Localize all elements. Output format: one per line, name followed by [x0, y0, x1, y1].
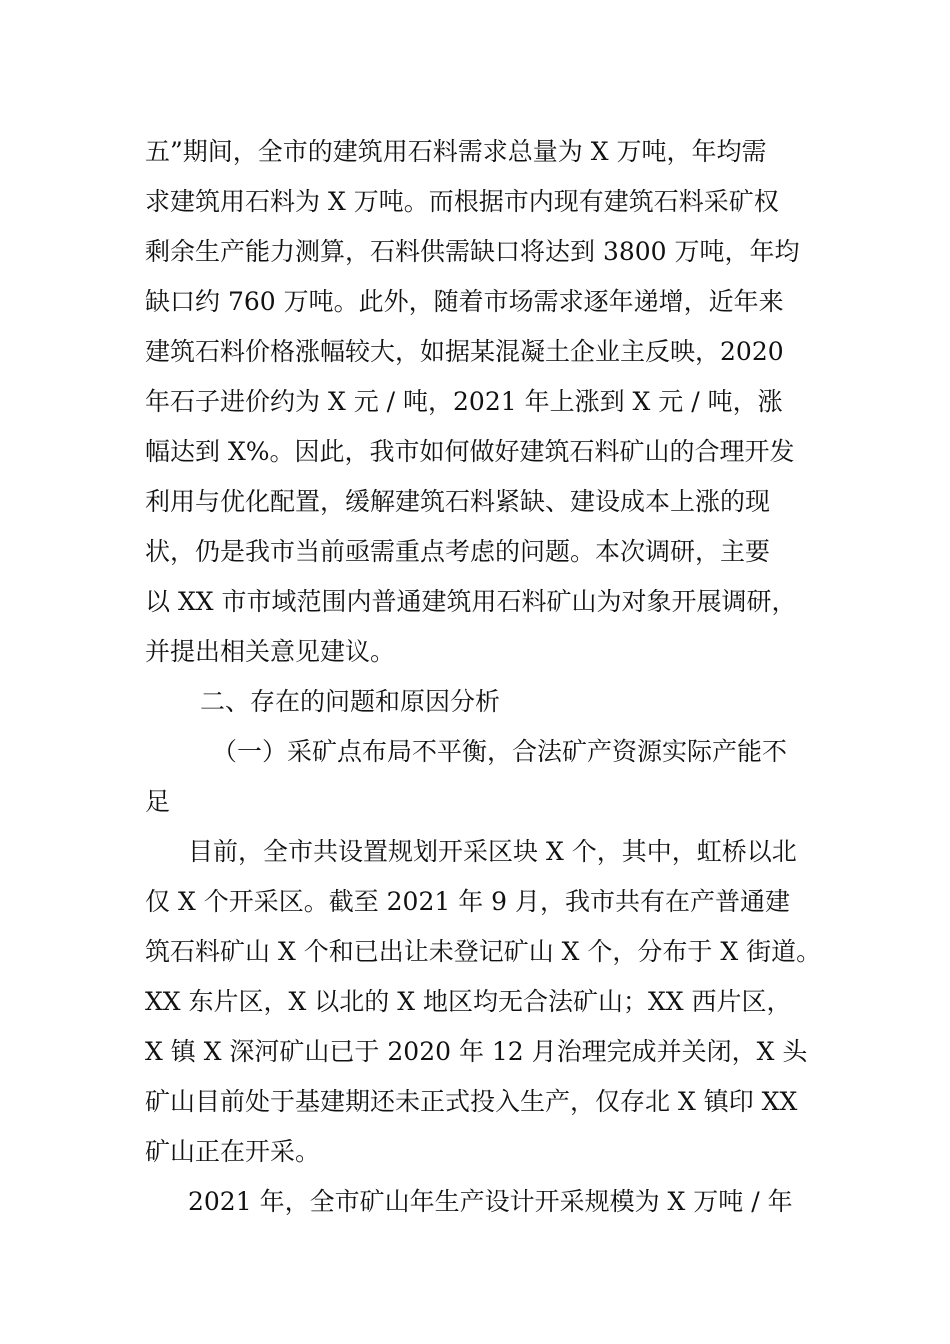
text-line-3: 剩余生产能力测算，石料供需缺口将达到 3800 万吨，年均	[145, 237, 800, 266]
text-line-21: 矿山正在开采。	[145, 1137, 321, 1166]
text-line-8: 利用与优化配置，缓解建筑石料紧缺、建设成本上涨的现	[145, 487, 771, 516]
text-line-5: 建筑石料价格涨幅较大，如据某混凝土企业主反映，2020	[145, 337, 784, 366]
text-line-7: 幅达到 X%。因此，我市如何做好建筑石料矿山的合理开发	[145, 437, 795, 466]
subsection-heading-line-2: 足	[145, 787, 171, 816]
text-line-2: 求建筑用石料为 X 万吨。而根据市内现有建筑石料采矿权	[145, 187, 779, 216]
text-line-22: 2021 年，全市矿山年生产设计开采规模为 X 万吨 / 年	[188, 1187, 793, 1216]
text-line-19: X 镇 X 深河矿山已于 2020 年 12 月治理完成并关闭，X 头	[145, 1037, 808, 1066]
text-line-11: 并提出相关意见建议。	[145, 637, 396, 666]
text-line-9: 状，仍是我市当前亟需重点考虑的问题。本次调研，主要	[145, 537, 771, 566]
subsection-heading-line-1: （一）采矿点布局不平衡，合法矿产资源实际产能不	[212, 737, 788, 766]
text-line-4: 缺口约 760 万吨。此外，随着市场需求逐年递增，近年来	[145, 287, 784, 316]
text-line-18: XX 东片区，X 以北的 X 地区均无合法矿山；XX 西片区，	[145, 987, 792, 1016]
text-line-20: 矿山目前处于基建期还未正式投入生产，仅存北 X 镇印 XX	[145, 1087, 798, 1116]
text-line-1: 五”期间，全市的建筑用石料需求总量为 X 万吨，年均需	[145, 137, 767, 166]
section-heading: 二、存在的问题和原因分析	[200, 687, 501, 716]
text-line-15: 目前，全市共设置规划开采区块 X 个，其中，虹桥以北	[188, 837, 797, 866]
text-line-16: 仅 X 个开采区。截至 2021 年 9 月，我市共有在产普通建	[145, 887, 791, 916]
text-line-6: 年石子进价约为 X 元 / 吨，2021 年上涨到 X 元 / 吨，涨	[145, 387, 783, 416]
text-line-17: 筑石料矿山 X 个和已出让未登记矿山 X 个，分布于 X 街道。	[145, 937, 822, 966]
text-line-10: 以 XX 市市域范围内普通建筑用石料矿山为对象开展调研，	[145, 587, 797, 616]
